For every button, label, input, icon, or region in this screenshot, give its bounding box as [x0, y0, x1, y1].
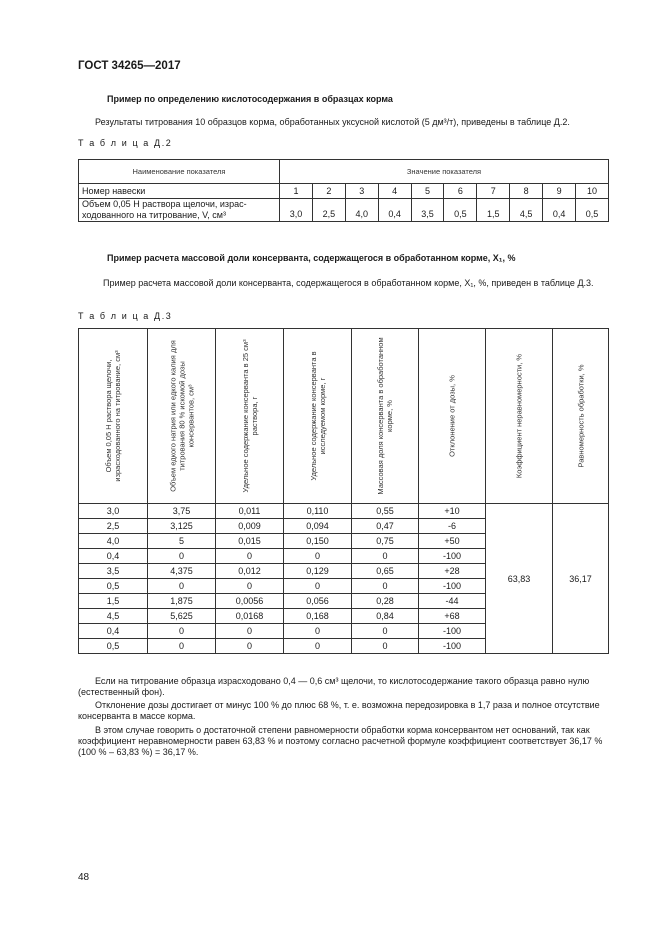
table-cell: 4,375 [148, 564, 216, 579]
section2-intro-text: Пример расчета массовой доли консерванта, содержащегося в обработанном корме, X₁, %, приведен в таблице Д.3. [103, 278, 594, 288]
table-cell: 0,0056 [216, 594, 284, 609]
table-cell: +10 [419, 504, 486, 519]
paragraph-3: В этом случае говорить о достаточной степени равномерности обработки корма консервантом нет оснований, так как коэффициент неравномерности равен 63,83 % и поэтому согласно расчетной формуле коэффициент соответствует 36,17 % (100 % – 63,83 %) = 36,17 %. [78, 725, 603, 757]
table-cell: 0 [148, 549, 216, 564]
header-cell [352, 329, 419, 504]
page-number: 48 [78, 872, 90, 883]
table-cell: 0,75 [352, 534, 419, 549]
table-cell: 0,009 [216, 519, 284, 534]
document-header: ГОСТ 34265—2017 [78, 60, 181, 72]
table-cell: 0,4 [378, 199, 411, 222]
table-cell: 0,28 [352, 594, 419, 609]
table-cell: -100 [419, 639, 486, 654]
header-cell [284, 329, 352, 504]
table-cell: 0 [216, 549, 284, 564]
table-cell: 3,0 [79, 504, 148, 519]
table-cell: 2,5 [312, 199, 345, 222]
header-text: Отклонение от дозы, % [447, 375, 457, 457]
row2-label-line2: ходованного на титрование, V, см³ [82, 210, 226, 220]
table-d2 [78, 159, 609, 222]
header-text: Удельное содержание консерванта в исследуемом корме, г [308, 351, 327, 481]
table-cell: 0,012 [216, 564, 284, 579]
table-cell: -6 [419, 519, 486, 534]
table-cell: 2 [312, 184, 345, 199]
paragraph-1: Если на титрование образца израсходовано 0,4 — 0,6 см³ щелочи, то кислотосодержание такого образца равно нулю (естественный фон). [78, 676, 590, 697]
table-cell: 3,75 [148, 504, 216, 519]
table-cell: 6 [444, 184, 477, 199]
row1-label: Номер навески [79, 184, 280, 199]
table-cell: 0,129 [284, 564, 352, 579]
table-cell: 4,5 [510, 199, 543, 222]
table-cell: 0,84 [352, 609, 419, 624]
table-cell: 3,5 [411, 199, 444, 222]
table-cell: 0 [216, 624, 284, 639]
table-cell: 0,4 [543, 199, 576, 222]
table-cell: 0,5 [444, 199, 477, 222]
table-cell: 5 [148, 534, 216, 549]
table-cell: 0,47 [352, 519, 419, 534]
table-cell: 0,0168 [216, 609, 284, 624]
table-cell: 0,150 [284, 534, 352, 549]
table-cell: -100 [419, 624, 486, 639]
header-cell [486, 329, 553, 504]
header-text: Объем 0,05 Н раствора щелочи, израсходованного на титрование, см³ [104, 350, 122, 482]
header-cell [216, 329, 284, 504]
table-cell: +68 [419, 609, 486, 624]
table-cell: 0,55 [352, 504, 419, 519]
table-cell: 3,125 [148, 519, 216, 534]
table-cell: 9 [543, 184, 576, 199]
table-cell: 0,110 [284, 504, 352, 519]
table-cell: 0 [148, 639, 216, 654]
section2-heading: Пример расчета массовой доли консерванта, содержащегося в обработанном корме, X₁, % [107, 253, 516, 263]
header-text: Равномерность обработки, % [576, 364, 585, 468]
table-cell: 1,5 [79, 594, 148, 609]
table-cell: 5,625 [148, 609, 216, 624]
table-cell: 4,5 [79, 609, 148, 624]
table-cell: 7 [477, 184, 510, 199]
table-cell: 0,011 [216, 504, 284, 519]
table-cell: 0 [352, 579, 419, 594]
header-text: Объем едкого натрия или едкого калия для титрования 80 % искомой дозы консервантов, см³ [168, 340, 195, 492]
table-d3 [78, 328, 609, 654]
table-cell: 0,5 [576, 199, 609, 222]
table-cell: 0 [216, 579, 284, 594]
table-cell: 8 [510, 184, 543, 199]
table-cell: 0,5 [79, 639, 148, 654]
table-cell: 10 [576, 184, 609, 199]
table-cell: 5 [411, 184, 444, 199]
table-cell: 2,5 [79, 519, 148, 534]
table-cell: 0 [148, 579, 216, 594]
table-cell: 1,875 [148, 594, 216, 609]
table-cell: 0 [352, 549, 419, 564]
table-cell: 0 [148, 624, 216, 639]
header-text: Удельное содержание консерванта в 25 см³ раствора, г [240, 339, 259, 493]
table-cell: 4 [378, 184, 411, 199]
table-cell: 0 [216, 639, 284, 654]
table-cell: 0,168 [284, 609, 352, 624]
paragraph-2: Отклонение дозы достигает от минус 100 % до плюс 68 %, т. е. возможна передозировка в 1,7 раза и полное отсутствие консерванта в массе корма. [78, 700, 600, 721]
section1-intro: Результаты титрования 10 образцов корма, обработанных уксусной кислотой (5 дм³/т), приведены в таблице Д.2. [95, 117, 570, 127]
table-cell: 0,015 [216, 534, 284, 549]
table-cell: 0,65 [352, 564, 419, 579]
table-cell: 3,5 [79, 564, 148, 579]
table-cell: 0,4 [79, 549, 148, 564]
row2-label-line1: Объем 0,05 Н раствора щелочи, израс- [82, 199, 247, 209]
table-cell: -44 [419, 594, 486, 609]
header-text: Коэффициент неравномерности, % [514, 353, 524, 479]
table-cell: +50 [419, 534, 486, 549]
table-cell: 1 [280, 184, 313, 199]
coefficient-cell: 63,83 [486, 504, 553, 654]
header-cell [148, 329, 216, 504]
table-cell: +28 [419, 564, 486, 579]
table-d3-caption: Т а б л и ц а Д.3 [78, 311, 173, 321]
table-d2-caption: Т а б л и ц а Д.2 [78, 138, 173, 148]
table-cell: 0 [352, 624, 419, 639]
section2-intro [78, 277, 609, 289]
col-header-name: Наименование показателя [79, 160, 280, 184]
table-cell: 0,094 [284, 519, 352, 534]
table-cell: 1,5 [477, 199, 510, 222]
row2-label [79, 199, 280, 222]
table-cell: 0 [352, 639, 419, 654]
header-cell [419, 329, 486, 504]
header-cell [79, 329, 148, 504]
col-header-value: Значение показателя [280, 160, 609, 184]
table-cell: 3 [345, 184, 378, 199]
header-cell [553, 329, 609, 504]
table-cell: 0,4 [79, 624, 148, 639]
header-text: Массовая доля консерванта в обработанном корме, % [376, 337, 394, 495]
table-cell: 0,5 [79, 579, 148, 594]
section1-heading: Пример по определению кислотосодержания в образцах корма [107, 94, 393, 104]
table-cell: 0 [284, 639, 352, 654]
table-cell: -100 [419, 579, 486, 594]
table-cell: 0,056 [284, 594, 352, 609]
table-cell: 3,0 [280, 199, 313, 222]
table-cell: 4,0 [79, 534, 148, 549]
table-cell: 0 [284, 624, 352, 639]
uniformity-cell: 36,17 [553, 504, 609, 654]
table-cell: 0 [284, 549, 352, 564]
table-cell: -100 [419, 549, 486, 564]
table-cell: 4,0 [345, 199, 378, 222]
table-cell: 0 [284, 579, 352, 594]
